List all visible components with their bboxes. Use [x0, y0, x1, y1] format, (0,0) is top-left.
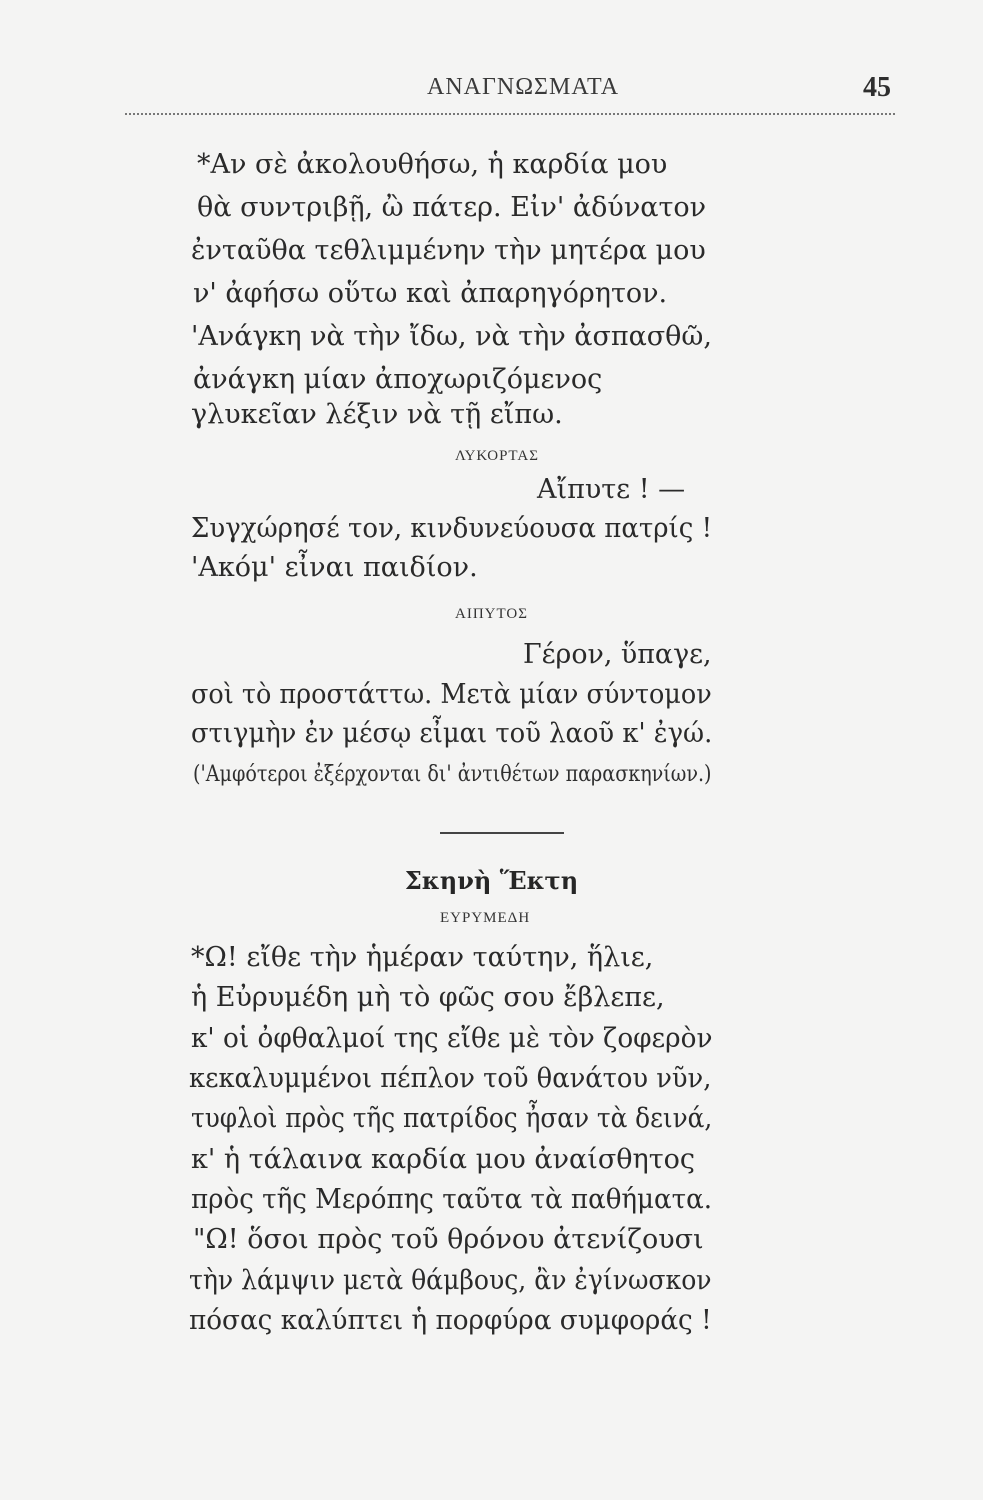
speaker-name: ΛΥΚΟΡΤΑΣ [455, 448, 539, 464]
verse-line: κεκαλυμμένοι πέπλον τοῦ θανάτου νῦν, [189, 1063, 712, 1094]
verse-line: πόσας καλύπτει ἡ πορφύρα συμφοράς ! [189, 1305, 712, 1336]
page-number: 45 [863, 72, 891, 103]
verse-line: στιγμὴν ἐν μέσῳ εἶμαι τοῦ λαοῦ κ' ἐγώ. [191, 718, 713, 749]
verse-line: Γέρον, ὕπαγε, [523, 639, 712, 670]
stage-direction: ('Αμφότεροι ἐξέρχονται δι' ἀντιθέτων παρασκηνίων.) [193, 762, 712, 787]
verse-line: κ' ἡ τάλαινα καρδία μου ἀναίσθητος [191, 1144, 696, 1175]
verse-line: "Ω! ὅσοι πρὸς τοῦ θρόνου ἀτενίζουσι [193, 1224, 704, 1255]
verse-line: ἐνταῦθα τεθλιμμένην τὴν μητέρα μου [191, 235, 706, 266]
running-title: ΑΝΑΓΝΩΣΜΑΤΑ [427, 74, 620, 100]
page-header [125, 72, 895, 112]
verse-line: τὴν λάμψιν μετὰ θάμβους, ἂν ἐγίνωσκον [189, 1265, 712, 1296]
verse-line: θὰ συντριβῇ, ὢ πάτερ. Εἰν' ἀδύνατον [197, 192, 707, 223]
verse-line: 'Ανάγκη νὰ τὴν ἴδω, νὰ τὴν ἀσπασθῶ, [191, 321, 712, 352]
verse-line: ν' ἀφήσω οὕτω καὶ ἀπαρηγόρητον. [193, 278, 668, 309]
verse-line: γλυκεῖαν λέξιν νὰ τῇ εἴπω. [191, 399, 563, 430]
verse-line: *Αν σὲ ἀκολουθήσω, ἡ καρδία μου [197, 149, 668, 180]
verse-line: 'Ακόμ' εἶναι παιδίον. [191, 552, 478, 583]
scene-heading: Σκηνὴ Ἕκτη [404, 866, 579, 895]
verse-line: ἀνάγκη μίαν ἀποχωριζόμενος [193, 364, 603, 395]
speaker-name: ΕΥΡΥΜΕΔΗ [440, 910, 531, 926]
verse-line: κ' οἱ ὀφθαλμοί της εἴθε μὲ τὸν ζοφερὸν [191, 1023, 713, 1054]
speaker-name: ΑΙΠΥΤΟΣ [455, 606, 528, 622]
header-rule [125, 113, 895, 115]
verse-line: τυφλοὶ πρὸς τῆς πατρίδος ἦσαν τὰ δεινά, [191, 1103, 713, 1134]
verse-line: ἡ Εὐρυμέδη μὴ τὸ φῶς σου ἔβλεπε, [191, 982, 665, 1013]
verse-line: Αἴπυτε ! — [537, 474, 686, 505]
verse-line: *Ω! εἴθε τὴν ἡμέραν ταύτην, ἥλιε, [191, 942, 654, 973]
verse-line: σοὶ τὸ προστάττω. Μετὰ μίαν σύντομον [191, 679, 712, 710]
verse-line: Συγχώρησέ τον, κινδυνεύουσα πατρίς ! [191, 513, 713, 544]
scene-divider [440, 832, 564, 834]
verse-line: πρὸς τῆς Μερόπης ταῦτα τὰ παθήματα. [191, 1184, 713, 1215]
